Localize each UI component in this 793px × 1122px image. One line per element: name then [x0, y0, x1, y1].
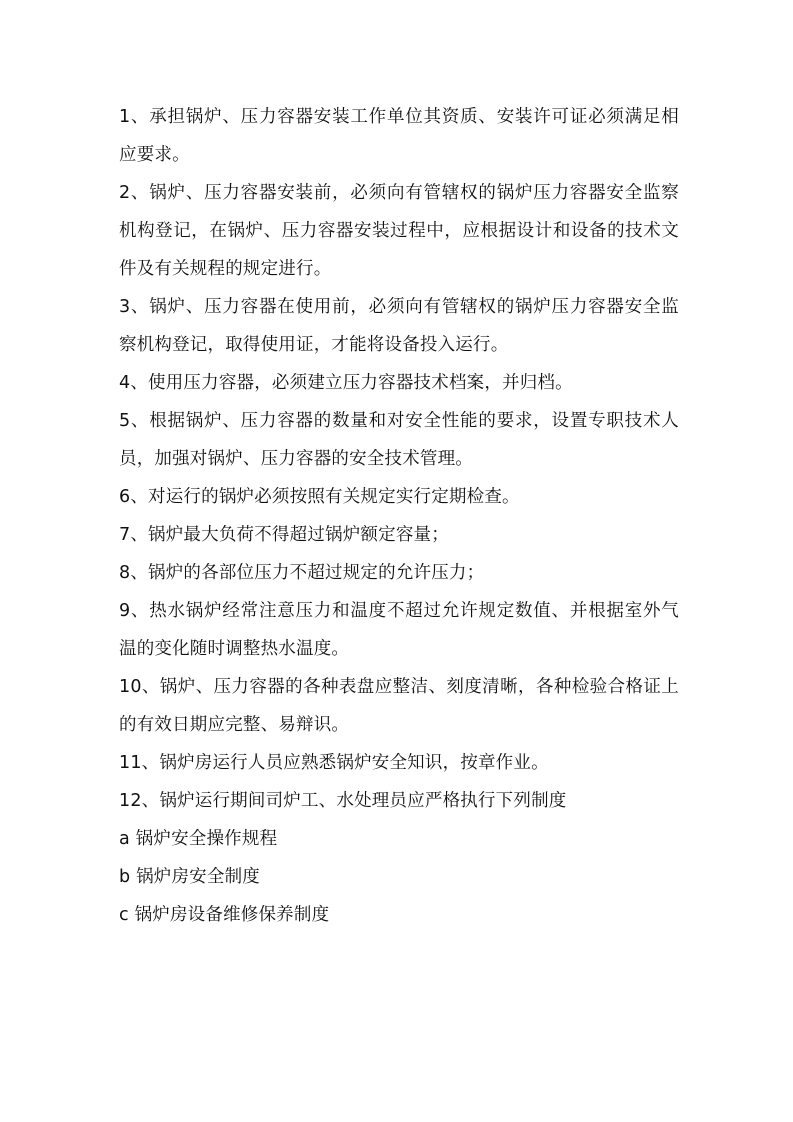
paragraph-8: 8、锅炉的各部位压力不超过规定的允许压力；: [119, 563, 485, 583]
paragraph-4: 4、使用压力容器，必须建立压力容器技术档案，并归档。: [119, 373, 573, 393]
list-item-c: c 锅炉房设备维修保养制度: [119, 905, 330, 925]
paragraph-9: 9、热水锅炉经常注意压力和温度不超过允许规定数值、并根据室外气温的变化随时调整热水温度。: [119, 601, 679, 659]
list-item-b: b 锅炉房安全制度: [119, 867, 260, 887]
paragraph-12: 12、锅炉运行期间司炉工、水处理员应严格执行下列制度: [119, 791, 567, 811]
document-body: [119, 98, 679, 934]
paragraph-2: 2、锅炉、压力容器安装前，必须向有管辖权的锅炉压力容器安全监察机构登记，在锅炉、压力容器安装过程中，应根据设计和设备的技术文件及有关规程的规定进行。: [119, 183, 679, 279]
paragraph-11: 11、锅炉房运行人员应熟悉锅炉安全知识，按章作业。: [119, 753, 549, 773]
paragraph-1: 1、承担锅炉、压力容器安装工作单位其资质、安装许可证必须满足相应要求。: [119, 107, 679, 165]
paragraph-3: 3、锅炉、压力容器在使用前，必须向有管辖权的锅炉压力容器安全监察机构登记，取得使用证，才能将设备投入运行。: [119, 297, 679, 355]
paragraph-10: 10、锅炉、压力容器的各种表盘应整洁、刻度清晰，各种检验合格证上的有效日期应完整、易辩识。: [119, 677, 679, 735]
list-item-a: a 锅炉安全操作规程: [119, 829, 278, 849]
paragraph-6: 6、对运行的锅炉必须按照有关规定实行定期检查。: [119, 487, 520, 507]
paragraph-5: 5、根据锅炉、压力容器的数量和对安全性能的要求，设置专职技术人员，加强对锅炉、压力容器的安全技术管理。: [119, 411, 679, 469]
paragraph-7: 7、锅炉最大负荷不得超过锅炉额定容量；: [119, 525, 449, 545]
